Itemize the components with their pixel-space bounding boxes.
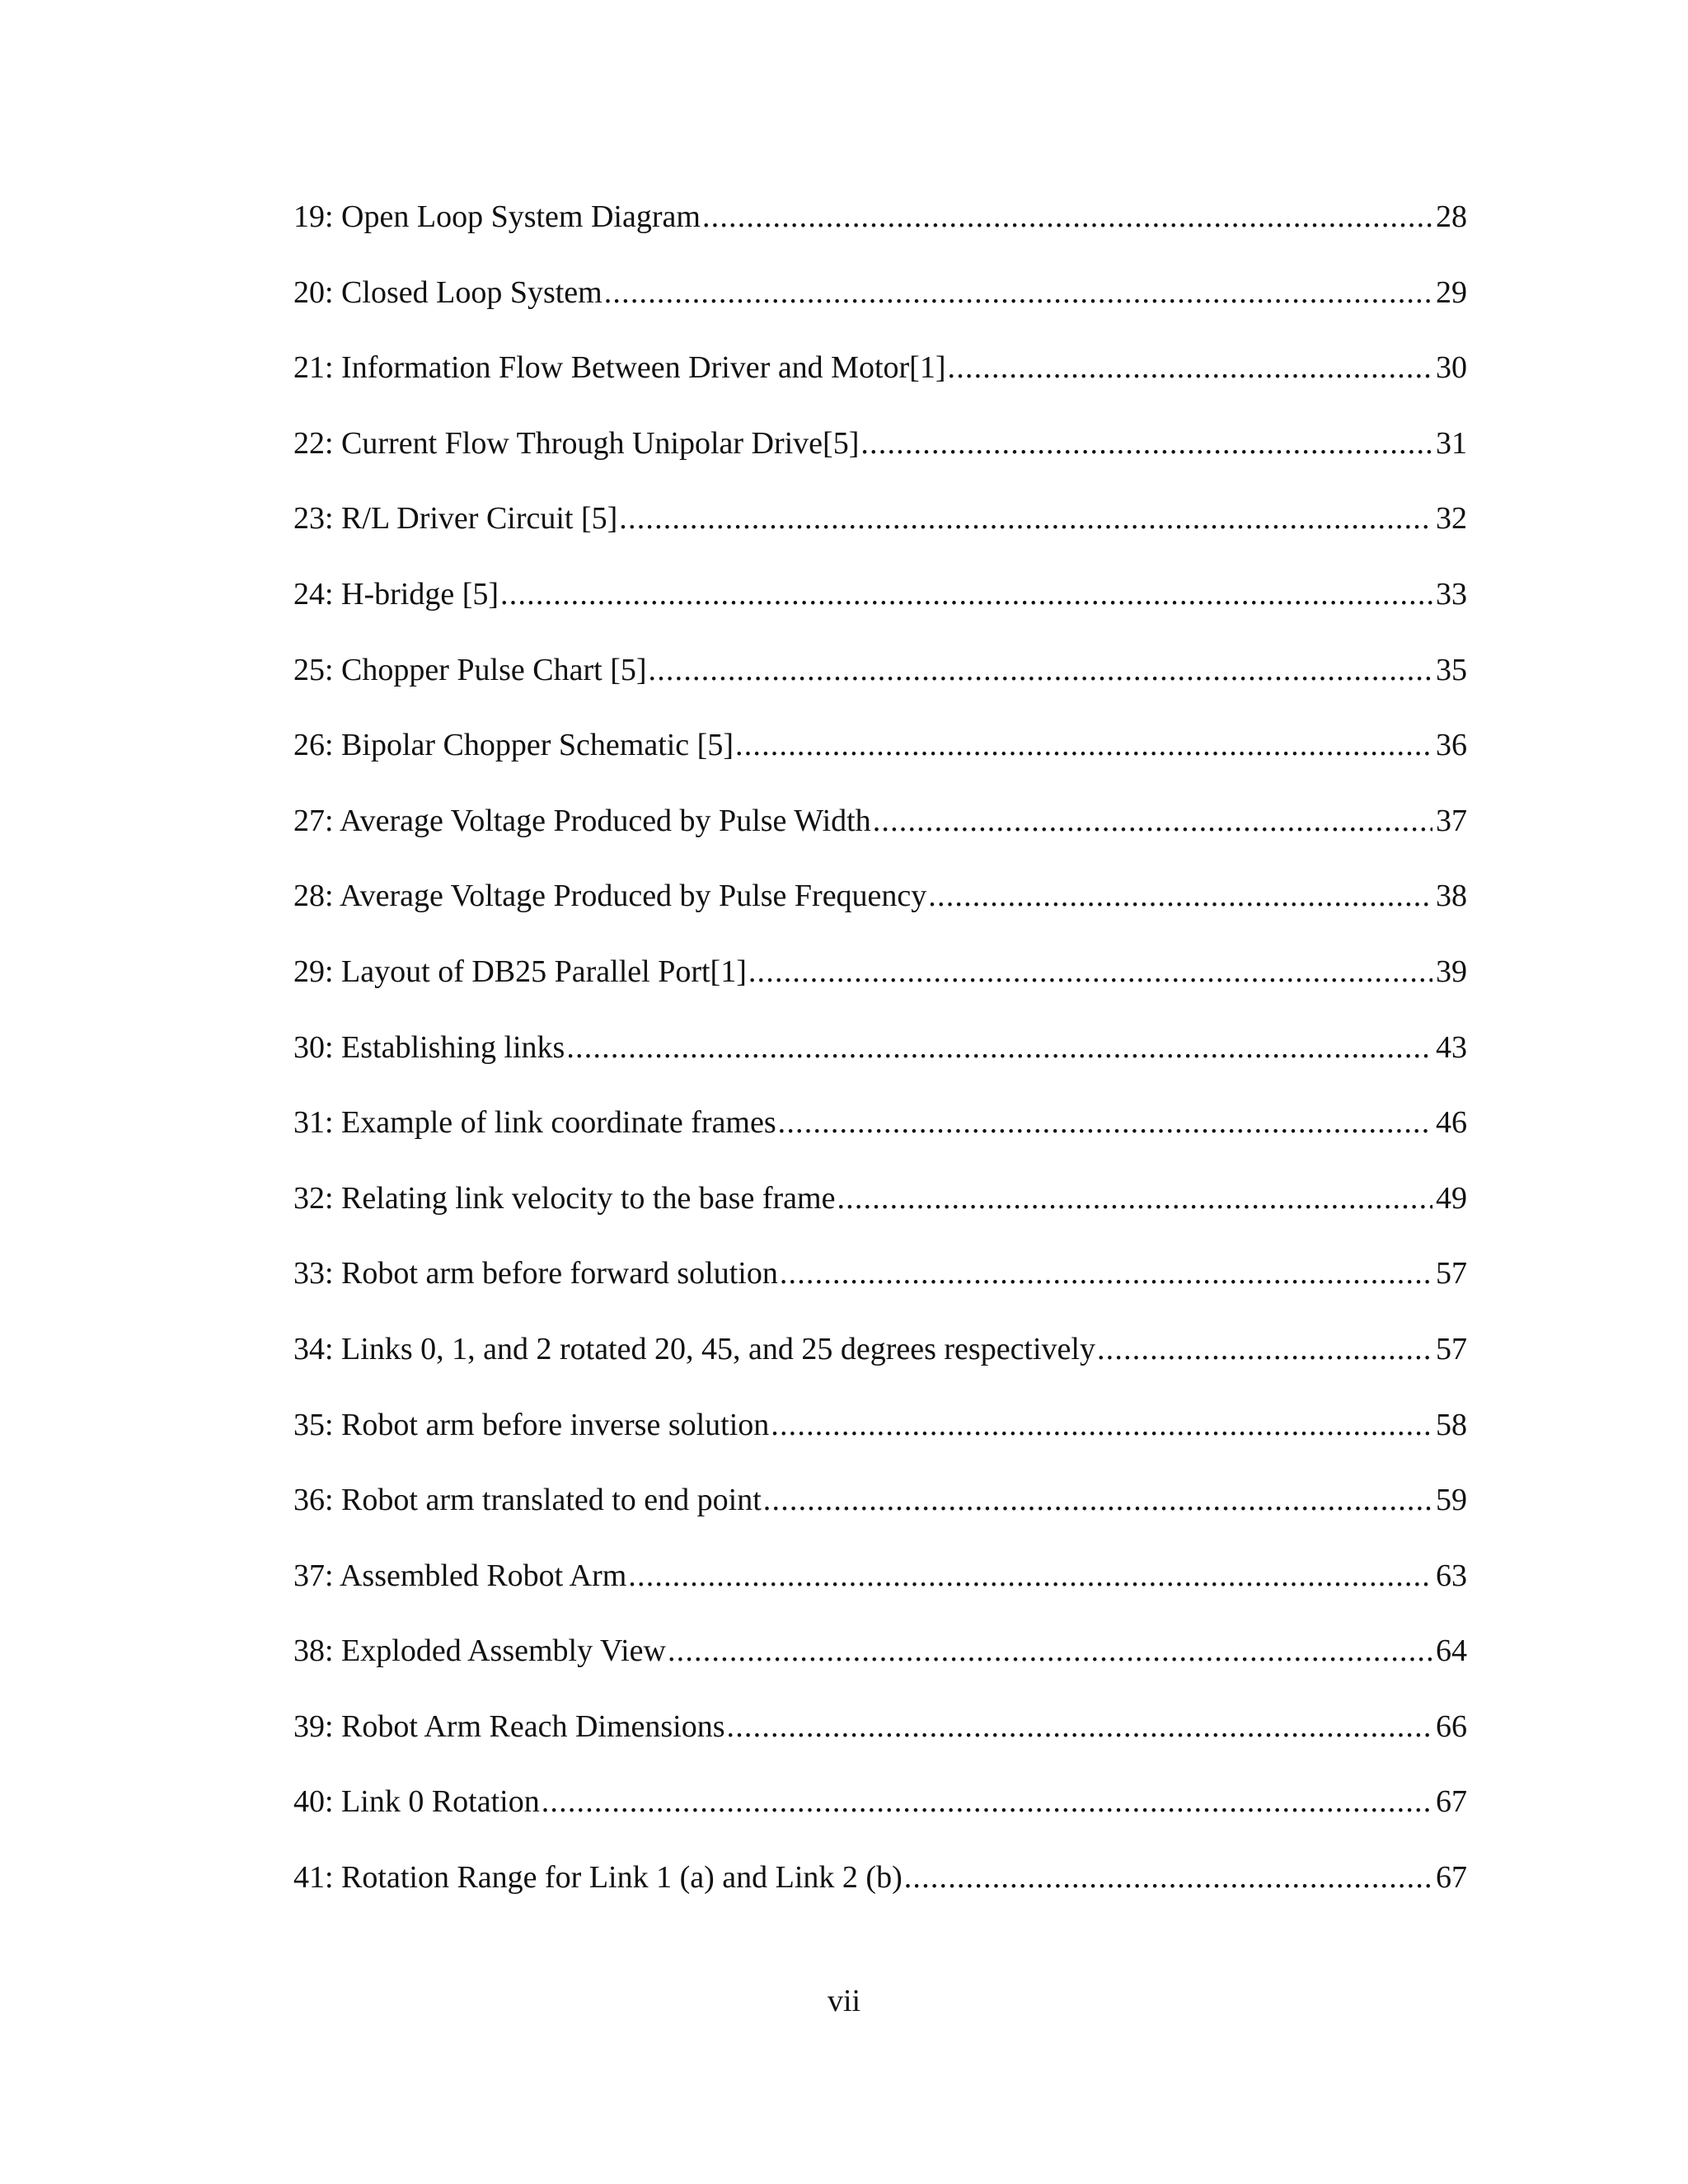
toc-entry-title: 34: Links 0, 1, and 2 rotated 20, 45, and 25 degrees respectively: [293, 1331, 1095, 1366]
toc-entry-title: 40: Link 0 Rotation: [293, 1784, 540, 1820]
toc-entry-page: 39: [1436, 954, 1467, 989]
toc-entry: [293, 494, 1467, 569]
dot-leader: [837, 1174, 1432, 1223]
toc-entry-page: 49: [1436, 1180, 1467, 1216]
toc-entry: [293, 268, 1467, 344]
toc-entry: [293, 1324, 1467, 1400]
dot-leader: [619, 494, 1432, 543]
toc-entry: [293, 1702, 1467, 1778]
dot-leader: [748, 947, 1432, 996]
toc-entry-page: 57: [1436, 1331, 1467, 1366]
toc-entry-page: 67: [1436, 1784, 1467, 1820]
toc-entry: [293, 796, 1467, 872]
toc-entry: [293, 1249, 1467, 1324]
toc-entry-page: 43: [1436, 1029, 1467, 1065]
toc-entry-title: 36: Robot arm translated to end point: [293, 1483, 762, 1518]
toc-entry-title: 30: Establishing links: [293, 1029, 565, 1065]
toc-entry-page: 67: [1436, 1860, 1467, 1896]
toc-entry-title: 38: Exploded Assembly View: [293, 1633, 666, 1669]
page-number: vii: [827, 1984, 861, 2018]
toc-entry: [293, 720, 1467, 796]
toc-entry-page: 35: [1436, 652, 1467, 687]
toc-entry: [293, 1777, 1467, 1853]
toc-entry-page: 63: [1436, 1558, 1467, 1593]
toc-entry-title: 37: Assembled Robot Arm: [293, 1558, 627, 1593]
toc-entry: [293, 1400, 1467, 1476]
dot-leader: [735, 720, 1432, 770]
dot-leader: [780, 1249, 1432, 1298]
toc-entry: [293, 1626, 1467, 1702]
dot-leader: [649, 645, 1432, 695]
toc-entry-page: 46: [1436, 1105, 1467, 1141]
toc-entry-page: 58: [1436, 1407, 1467, 1442]
dot-leader: [778, 1098, 1432, 1147]
toc-entry-title: 41: Rotation Range for Link 1 (a) and Link 2 (b): [293, 1860, 903, 1896]
toc-entry: [293, 1098, 1467, 1174]
toc-entry-title: 21: Information Flow Between Driver and Motor[1]: [293, 350, 946, 386]
dot-leader: [904, 1853, 1432, 1902]
toc-entry-page: 66: [1436, 1708, 1467, 1744]
dot-leader: [873, 796, 1432, 846]
toc-entry: [293, 871, 1467, 947]
toc-entry-title: 28: Average Voltage Produced by Pulse Frequency: [293, 879, 927, 914]
dot-leader: [628, 1551, 1432, 1601]
toc-entry: [293, 1174, 1467, 1249]
toc-entry: [293, 569, 1467, 645]
toc-entry-title: 26: Bipolar Chopper Schematic [5]: [293, 728, 734, 763]
toc-entry-title: 24: H-bridge [5]: [293, 576, 499, 612]
list-of-figures: [293, 192, 1467, 1929]
toc-entry-title: 29: Layout of DB25 Parallel Port[1]: [293, 954, 747, 989]
dot-leader: [542, 1777, 1432, 1826]
toc-entry: [293, 1551, 1467, 1627]
toc-entry-page: 29: [1436, 274, 1467, 310]
dot-leader: [702, 192, 1432, 241]
toc-entry: [293, 343, 1467, 419]
dot-leader: [668, 1626, 1432, 1675]
toc-entry-page: 30: [1436, 350, 1467, 386]
toc-entry-page: 64: [1436, 1633, 1467, 1669]
dot-leader: [604, 268, 1432, 317]
toc-entry-page: 59: [1436, 1483, 1467, 1518]
toc-entry-page: 38: [1436, 879, 1467, 914]
toc-entry-page: 37: [1436, 803, 1467, 838]
toc-entry-title: 22: Current Flow Through Unipolar Drive[5]: [293, 425, 860, 461]
toc-entry-page: 36: [1436, 728, 1467, 763]
toc-entry-title: 25: Chopper Pulse Chart [5]: [293, 652, 647, 687]
toc-entry-title: 35: Robot arm before inverse solution: [293, 1407, 770, 1442]
dot-leader: [1097, 1324, 1432, 1374]
toc-entry-page: 28: [1436, 199, 1467, 234]
toc-entry: [293, 947, 1467, 1023]
toc-entry-page: 33: [1436, 576, 1467, 612]
dot-leader: [948, 343, 1433, 392]
dot-leader: [928, 871, 1432, 921]
toc-entry-page: 32: [1436, 501, 1467, 537]
toc-entry: [293, 419, 1467, 494]
dot-leader: [500, 569, 1432, 619]
toc-entry-title: 39: Robot Arm Reach Dimensions: [293, 1708, 725, 1744]
toc-entry-title: 19: Open Loop System Diagram: [293, 199, 701, 234]
toc-entry-title: 31: Example of link coordinate frames: [293, 1105, 776, 1141]
toc-entry: [293, 1023, 1467, 1099]
dot-leader: [763, 1475, 1432, 1525]
dot-leader: [727, 1702, 1432, 1751]
toc-entry: [293, 1475, 1467, 1551]
toc-entry: [293, 192, 1467, 268]
toc-entry-title: 32: Relating link velocity to the base frame: [293, 1180, 836, 1216]
dot-leader: [860, 419, 1432, 468]
toc-entry-page: 57: [1436, 1256, 1467, 1291]
toc-entry-page: 31: [1436, 425, 1467, 461]
toc-entry-title: 33: Robot arm before forward solution: [293, 1256, 778, 1291]
toc-entry: [293, 645, 1467, 721]
dot-leader: [771, 1400, 1432, 1450]
dot-leader: [566, 1023, 1432, 1072]
toc-entry-title: 27: Average Voltage Produced by Pulse Width: [293, 803, 871, 838]
toc-entry-title: 23: R/L Driver Circuit [5]: [293, 501, 618, 537]
toc-entry-title: 20: Closed Loop System: [293, 274, 603, 310]
toc-entry: [293, 1853, 1467, 1929]
